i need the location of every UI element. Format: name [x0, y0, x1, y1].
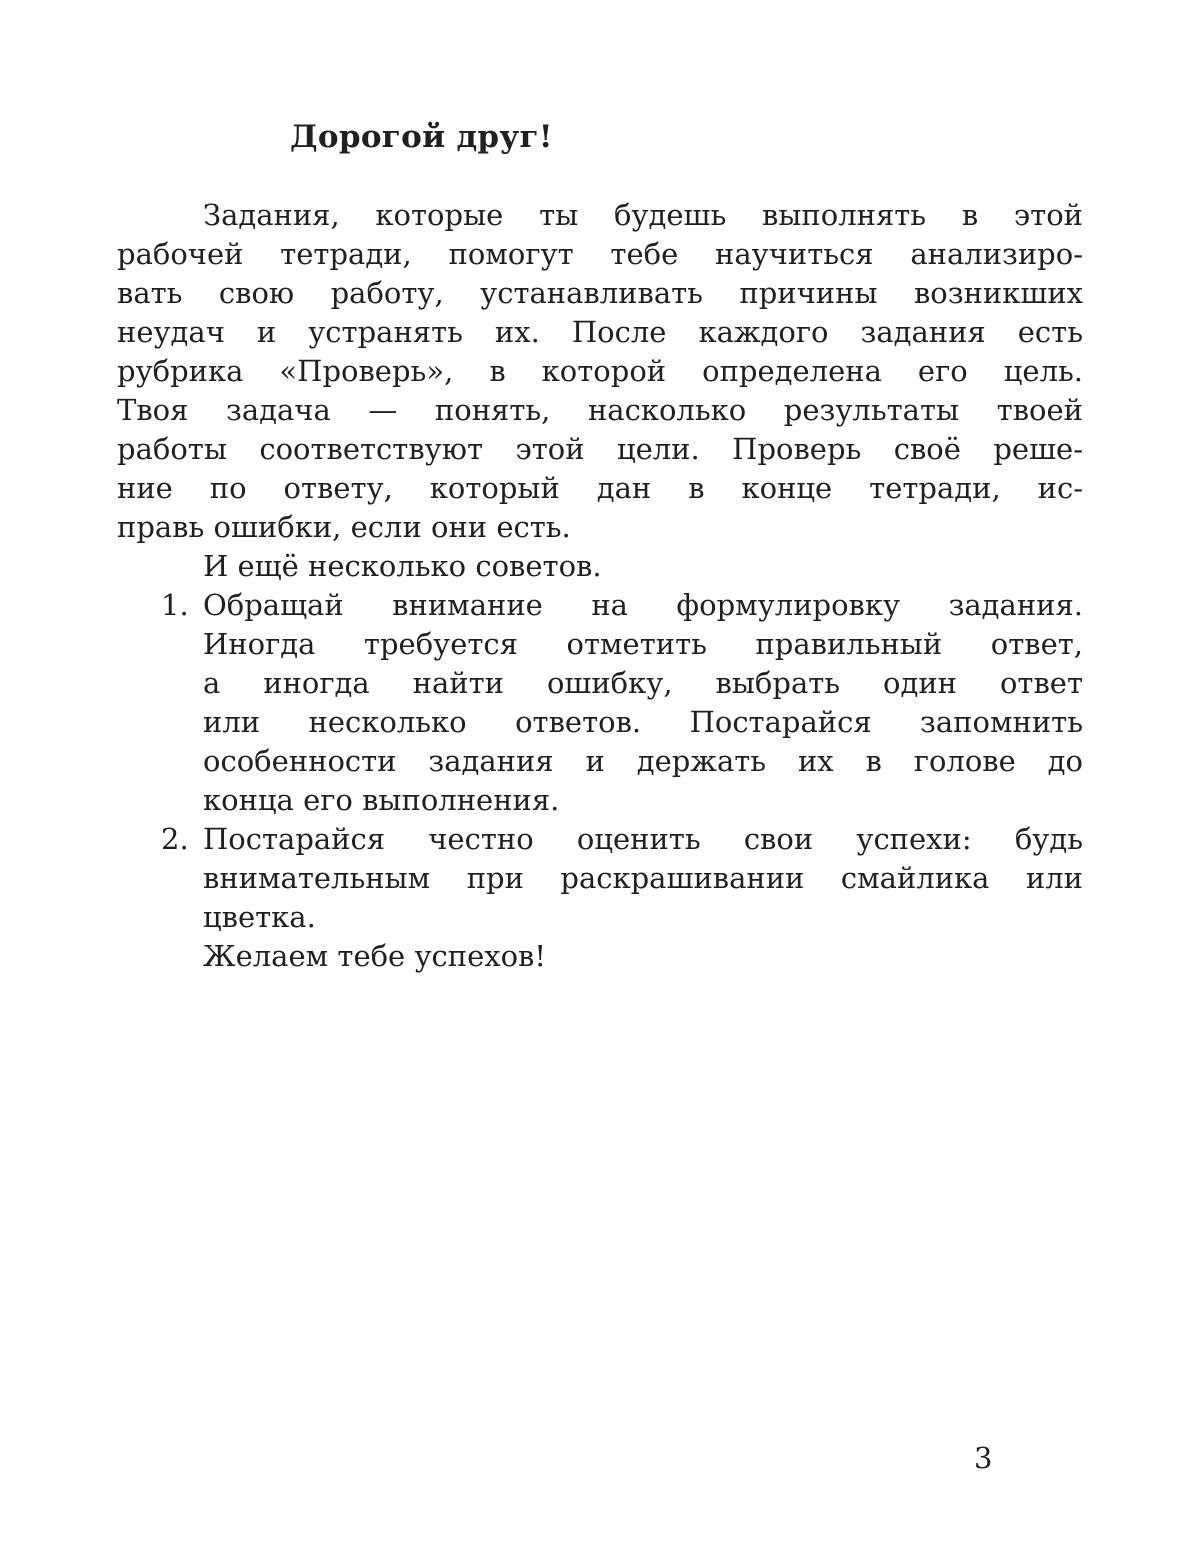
page-title: Дорогой друг!	[290, 119, 553, 155]
text-line: Обращай внимание на формулировку задания.	[203, 588, 1083, 622]
text-line: внимательным при раскрашивании смайлика или	[203, 861, 1083, 895]
text-line: конца его выполнения.	[203, 783, 560, 817]
list-number: 2.	[161, 822, 189, 856]
text-line: рубрика «Проверь», в которой определена его цель.	[117, 354, 1083, 388]
text-line: цветка.	[203, 900, 316, 934]
text-line: Постарайся честно оценить свои успехи: будь	[203, 822, 1083, 856]
text-line: или несколько ответов. Постарайся запомнить	[203, 705, 1083, 739]
text-line: Твоя задача — понять, насколько результаты твоей	[117, 393, 1083, 427]
intro-paragraph	[117, 196, 1083, 547]
advice-item-2	[117, 820, 1083, 937]
list-number: 1.	[161, 588, 189, 622]
text-line: неудач и устранять их. После каждого задания есть	[117, 315, 1083, 349]
advice-intro	[117, 547, 1083, 586]
text-line: правь ошибки, если они есть.	[117, 510, 571, 544]
text-line: И ещё несколько советов.	[203, 549, 602, 583]
text-line: рабочей тетради, помогут тебе научиться анализиро-	[117, 237, 1083, 271]
text-line: Желаем тебе успехов!	[203, 939, 547, 973]
text-line: особенности задания и держать их в голове до	[203, 744, 1083, 778]
text-line: работы соответствуют этой цели. Проверь своё реше-	[117, 432, 1083, 466]
advice-item-1	[117, 586, 1083, 820]
closing-line	[117, 937, 1083, 976]
text-line: Иногда требуется отметить правильный ответ,	[203, 627, 1083, 661]
page-number: 3	[974, 1441, 993, 1475]
text-line: вать свою работу, устанавливать причины возникших	[117, 276, 1083, 310]
body-text	[117, 196, 1083, 976]
text-line: Задания, которые ты будешь выполнять в этой	[203, 198, 1083, 232]
text-line: а иногда найти ошибку, выбрать один ответ	[203, 666, 1083, 700]
text-line: ние по ответу, который дан в конце тетради, ис-	[117, 471, 1083, 505]
